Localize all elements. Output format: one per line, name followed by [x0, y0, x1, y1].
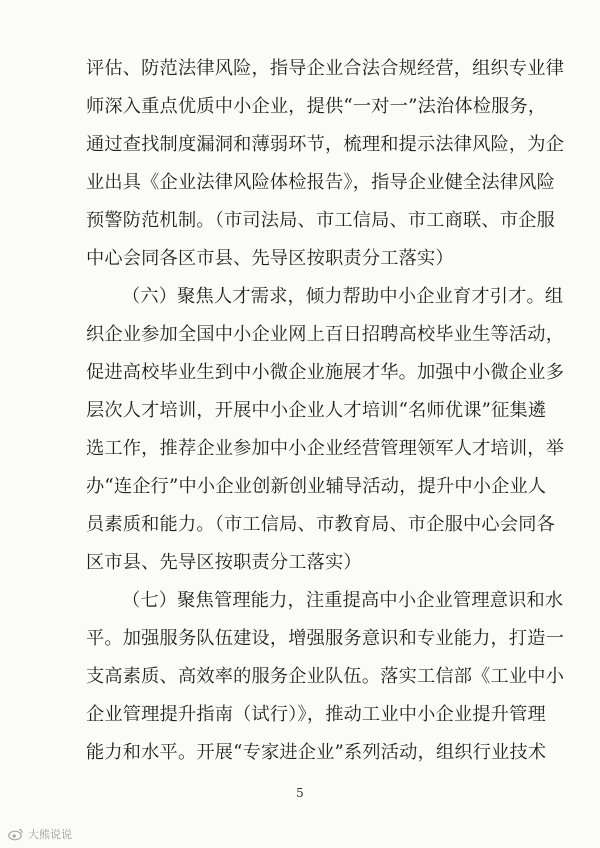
paragraph-line: 预警防范机制。（市司法局、市工信局、市工商联、市企服	[86, 210, 555, 231]
paragraph-line: 促进高校毕业生到中小微企业施展才华。加强中小微企业多	[86, 362, 565, 383]
paragraph-line: 层次人才培训，开展中小企业人才培训“名师优课”征集遴	[86, 400, 547, 421]
section-heading-line: （七）聚焦管理能力，注重提高中小企业管理意识和水	[122, 590, 564, 611]
section-heading-line: （六）聚焦人才需求，倾力帮助中小企业育才引才。组	[122, 286, 564, 307]
paragraph-line: 师深入重点优质中小企业，提供“一对一”法治体检服务，	[86, 96, 547, 117]
paragraph-line: 选工作，推荐企业参加中小企业经营管理领军人才培训，举	[86, 438, 565, 459]
paragraph-line: 支高素质、高效率的服务企业队伍。落实工信部《工业中小	[86, 666, 565, 687]
paragraph-line: 通过查找制度漏洞和薄弱环节，梳理和提示法律风险，为企	[86, 134, 565, 155]
page-number: 5	[296, 786, 304, 800]
paragraph-line: 能力和水平。开展“专家进企业”系列活动，组织行业技术	[86, 742, 547, 763]
paragraph-line: 评估、防范法律风险，指导企业合法合规经营，组织专业律	[86, 58, 565, 79]
watermark-text: 大熊说说	[28, 828, 72, 841]
watermark	[8, 826, 72, 842]
paragraph-line: 企业管理提升指南（试行）》，推动工业中小企业提升管理	[86, 704, 546, 725]
paragraph-line: 员素质和能力。（市工信局、市教育局、市企服中心会同各	[86, 514, 555, 535]
paragraph-line: 业出具《企业法律风险体检报告》，指导企业健全法律风险	[86, 172, 555, 193]
weibo-logo-icon	[8, 827, 24, 841]
paragraph-line: 中心会同各区市县、先导区按职责分工落实）	[86, 248, 454, 269]
paragraph-line: 织企业参加全国中小企业网上百日招聘高校毕业生等活动，	[86, 324, 565, 345]
paragraph-line: 平。加强服务队伍建设，增强服务意识和专业能力，打造一	[86, 628, 565, 649]
paragraph-line: 办“连企行”中小企业创新创业辅导活动，提升中小企业人	[86, 476, 547, 497]
paragraph-line: 区市县、先导区按职责分工落实）	[86, 552, 362, 573]
